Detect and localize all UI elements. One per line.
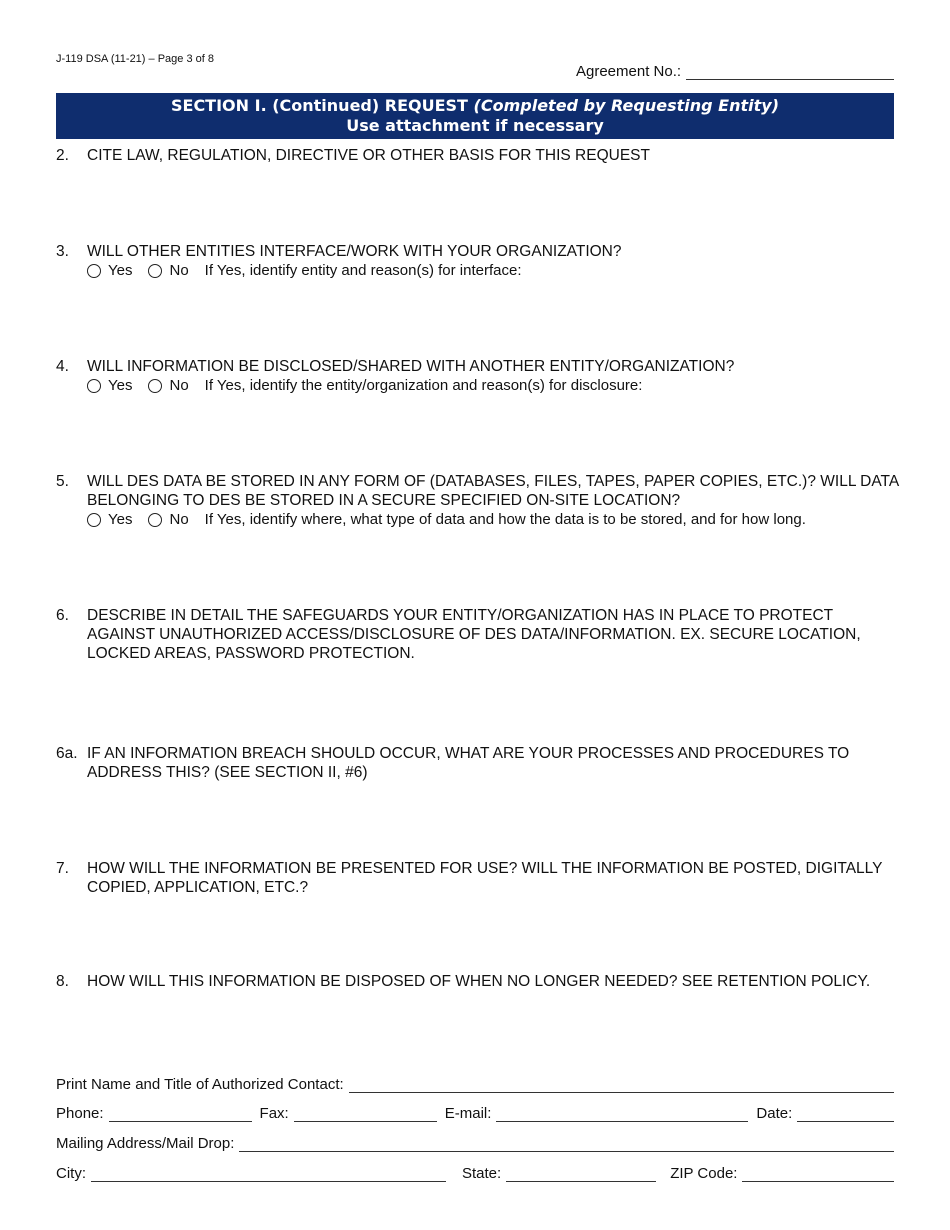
followup-text: If Yes, identify where, what type of data and how the data is to be stored, and for how long. [204, 511, 806, 528]
agreement-number-field[interactable] [686, 66, 894, 80]
banner-title-italic: (Completed by Requesting Entity) [473, 96, 779, 115]
banner-subtitle: Use attachment if necessary [346, 116, 604, 135]
yes-label: Yes [108, 511, 133, 528]
question-text: WILL OTHER ENTITIES INTERFACE/WORK WITH YOUR ORGANIZATION? [87, 243, 622, 260]
question-text: CITE LAW, REGULATION, DIRECTIVE OR OTHER BASIS FOR THIS REQUEST [87, 147, 650, 164]
no-option[interactable] [148, 261, 188, 280]
question-7 [56, 859, 901, 897]
date-label: Date: [756, 1105, 793, 1122]
form-id: J-119 DSA (11-21) – Page 3 of 8 [56, 53, 214, 65]
question-text: HOW WILL THIS INFORMATION BE DISPOSED OF WHEN NO LONGER NEEDED? SEE RETENTION POLICY. [87, 973, 871, 990]
banner-title-plain: SECTION I. (Continued) REQUEST [170, 96, 474, 115]
yes-option[interactable] [87, 261, 132, 280]
question-4 [56, 357, 901, 395]
email-field[interactable] [496, 1108, 748, 1122]
fax-label: Fax: [259, 1105, 289, 1122]
no-option[interactable] [148, 376, 188, 395]
question-number: 4. [56, 358, 69, 375]
yes-no-options [87, 261, 901, 280]
zip-field[interactable] [742, 1168, 894, 1182]
state-label: State: [462, 1165, 502, 1182]
question-text: WILL INFORMATION BE DISCLOSED/SHARED WITH ANOTHER ENTITY/ORGANIZATION? [87, 358, 735, 375]
state-field[interactable] [506, 1168, 656, 1182]
city-field[interactable] [91, 1168, 446, 1182]
radio-icon[interactable] [148, 513, 162, 527]
contact-phone-row [56, 1105, 894, 1122]
followup-text: If Yes, identify the entity/organization and reason(s) for disclosure: [204, 377, 643, 394]
city-label: City: [56, 1165, 86, 1182]
mailing-label: Mailing Address/Mail Drop: [56, 1135, 235, 1152]
no-label: No [169, 511, 189, 528]
no-label: No [169, 377, 189, 394]
radio-icon[interactable] [148, 379, 162, 393]
yes-label: Yes [108, 262, 133, 279]
no-label: No [169, 262, 189, 279]
email-label: E-mail: [444, 1105, 492, 1122]
question-text: IF AN INFORMATION BREACH SHOULD OCCUR, WHAT ARE YOUR PROCESSES AND PROCEDURES TO ADDRESS THIS? (SEE SECTION II, #6) [87, 745, 850, 781]
zip-label: ZIP Code: [670, 1165, 738, 1182]
question-number: 2. [56, 147, 69, 164]
question-text: HOW WILL THE INFORMATION BE PRESENTED FOR USE? WILL THE INFORMATION BE POSTED, DIGITALLY COPIED, APPLICATION, ETC.? [87, 860, 883, 896]
question-number: 6a. [56, 745, 78, 762]
yes-option[interactable] [87, 510, 132, 529]
mailing-field[interactable] [239, 1138, 894, 1152]
yes-label: Yes [108, 377, 133, 394]
name-title-field[interactable] [349, 1079, 894, 1093]
fax-field[interactable] [294, 1108, 437, 1122]
yes-no-options [87, 510, 901, 529]
question-3 [56, 242, 901, 280]
section-banner [56, 93, 894, 139]
question-6a [56, 744, 901, 782]
agreement-number [576, 63, 894, 80]
contact-mailing-row [56, 1135, 894, 1152]
question-5 [56, 472, 901, 529]
question-text: DESCRIBE IN DETAIL THE SAFEGUARDS YOUR ENTITY/ORGANIZATION HAS IN PLACE TO PROTECT AGAINST UNAUTHORIZED ACCESS/DISCLOSURE OF DES DATA/INFORMATION. EX. SECURE LOCATION, LOCKED AREAS, PASSWORD PROTECTION. [87, 607, 861, 662]
question-number: 5. [56, 473, 69, 490]
agreement-label: Agreement No.: [576, 63, 682, 80]
phone-field[interactable] [109, 1108, 252, 1122]
name-title-label: Print Name and Title of Authorized Contact: [56, 1076, 344, 1093]
question-8 [56, 972, 901, 991]
question-number: 8. [56, 973, 69, 990]
contact-name-row [56, 1076, 894, 1093]
question-number: 7. [56, 860, 69, 877]
question-6 [56, 606, 901, 663]
question-number: 6. [56, 607, 69, 624]
question-2 [56, 146, 901, 165]
yes-option[interactable] [87, 376, 132, 395]
question-number: 3. [56, 243, 69, 260]
question-text: WILL DES DATA BE STORED IN ANY FORM OF (DATABASES, FILES, TAPES, PAPER COPIES, ETC.)? WILL DATA BELONGING TO DES BE STORED IN A SECURE SPECIFIED ON-SITE LOCATION? [87, 473, 899, 509]
followup-text: If Yes, identify entity and reason(s) for interface: [204, 262, 522, 279]
radio-icon[interactable] [148, 264, 162, 278]
radio-icon[interactable] [87, 379, 101, 393]
radio-icon[interactable] [87, 513, 101, 527]
phone-label: Phone: [56, 1105, 104, 1122]
date-field[interactable] [797, 1108, 894, 1122]
banner-title [56, 96, 894, 116]
radio-icon[interactable] [87, 264, 101, 278]
contact-city-row [56, 1165, 894, 1182]
no-option[interactable] [148, 510, 188, 529]
yes-no-options [87, 376, 901, 395]
